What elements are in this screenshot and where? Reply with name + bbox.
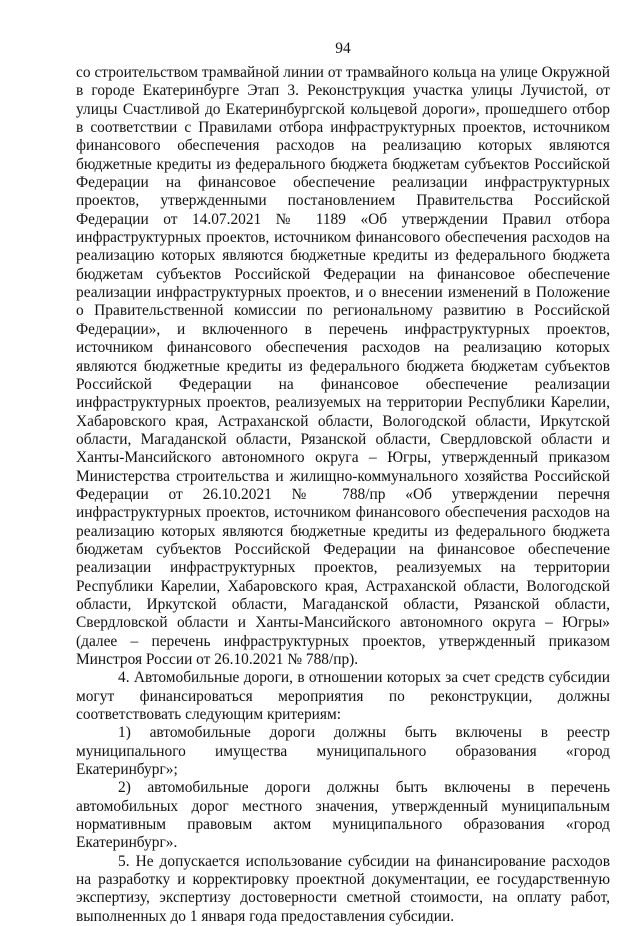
document-body: [76, 64, 610, 926]
paragraph-criterion-1: 1) автомобильные дороги должны быть включены в реестр муниципального имущества муниципального образования «город Екатеринбург»;: [76, 724, 610, 779]
paragraph-criterion-2: 2) автомобильные дороги должны быть включены в перечень автомобильных дорог местного значения, утвержденный муниципальным нормативным правовым актом муниципального образования «город Екатеринбург».: [76, 779, 610, 852]
page-number: 94: [335, 40, 351, 57]
paragraph-item-4: 4. Автомобильные дороги, в отношении которых за счет средств субсидии могут финансироваться мероприятия по реконструкции, должны соответствовать следующим критериям:: [76, 669, 610, 724]
paragraph-item-5: 5. Не допускается использование субсидии на финансирование расходов на разработку и корректировку проектной документации, ее государственную экспертизу, экспертизу достоверности сметной стоимости, на оплату работ, выполненных до 1 января года предоставления субсидии.: [76, 852, 610, 925]
paragraph-continuation: со строительством трамвайной линии от трамвайного кольца на улице Окружной в городе Екатеринбурге Этап 3. Реконструкция участка улицы Лучистой, от улицы Счастливой до Екатеринбургской кольцевой дороги», прошедшего отбор в соответствии с Правилами отбора инфраструктурных проектов, источником финансового обеспечения расходов на реализацию которых являются бюджетные кредиты из федерального бюджета бюджетам субъектов Российской Федерации на финансовое обеспечение реализации инфраструктурных проектов, утвержденными постановлением Правительства Российской Федерации от 14.07.2021 № 1189 «Об утверждении Правил отбора инфраструктурных проектов, источником финансового обеспечения расходов на реализацию которых являются бюджетные кредиты из федерального бюджета бюджетам субъектов Российской Федерации на финансовое обеспечение реализации инфраструктурных проектов, и о внесении изменений в Положение о Правительственной комиссии по региональному развитию в Российской Федерации», и включенного в перечень инфраструктурных проектов, источником финансового обеспечения расходов на реализацию которых являются бюджетные кредиты из федерального бюджета бюджетам субъектов Российской Федерации на финансовое обеспечение реализации инфраструктурных проектов, реализуемых на территории Республики Карелии, Хабаровского края, Астраханской области, Вологодской области, Иркутской области, Магаданской области, Рязанской области, Свердловской области и Ханты-Мансийского автономного округа – Югры, утвержденный приказом Министерства строительства и жилищно-коммунального хозяйства Российской Федерации от 26.10.2021 № 788/пр «Об утверждении перечня инфраструктурных проектов, источником финансового обеспечения расходов на реализацию которых являются бюджетные кредиты из федерального бюджета бюджетам субъектов Российской Федерации на финансовое обеспечение реализации инфраструктурных проектов, реализуемых на территории Республики Карелии, Хабаровского края, Астраханской области, Вологодской области, Иркутской области, Магаданской области, Рязанской области, Свердловской области и Ханты-Мансийского автономного округа – Югры» (далее – перечень инфраструктурных проектов, утвержденный приказом Минстроя России от 26.10.2021 № 788/пр).: [76, 64, 610, 668]
